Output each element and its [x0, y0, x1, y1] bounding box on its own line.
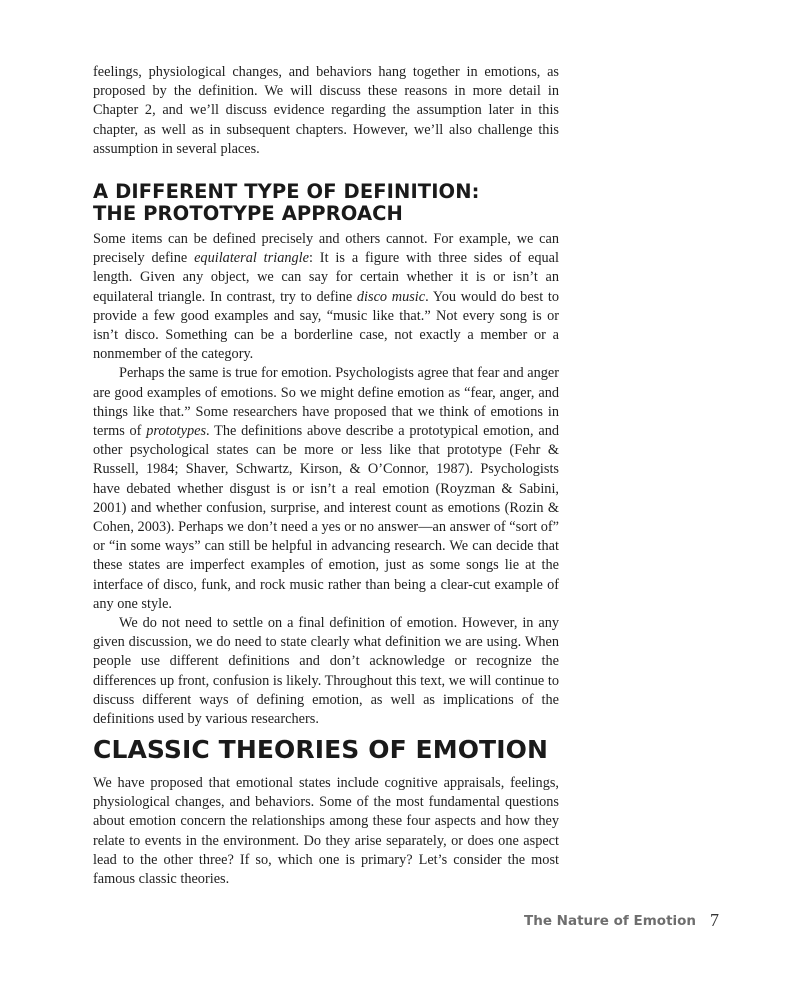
section-heading-classic: CLASSIC THEORIES OF EMOTION [93, 735, 548, 764]
section-prototype-body [93, 230, 559, 729]
italic-term: equilateral triangle [194, 250, 309, 267]
prototype-paragraph-2 [93, 364, 559, 614]
intro-paragraph-text: feelings, physiological changes, and behaviors hang together in emotions, as proposed by the definition. We will discuss these reasons in more detail in Chapter 2, and we’ll discuss evidence regarding the assumption later in this chapter, as well as in subsequent chapters. However, we’ll also challenge this assumption in several places. [93, 64, 559, 157]
running-footer-title: The Nature of Emotion [524, 913, 697, 929]
intro-paragraph [93, 63, 559, 159]
text-run: : It is a figure with three sides of equal length. Given any object, we can say for certain whether it is or isn’t an equilateral triangle. In contrast, try to define [93, 250, 559, 305]
text-run: Some items can be defined precisely and others cannot. For example, we can precisely define [93, 231, 559, 267]
section-heading-prototype-line2: THE PROTOTYPE APPROACH [93, 201, 403, 225]
section-heading-prototype [93, 181, 573, 224]
classic-paragraph-1: We have proposed that emotional states include cognitive appraisals, feelings, physiological changes, and behaviors. Some of the most fundamental questions about emotion concern the relationships among these four aspects and how they relate to events in the environment. Do they arise separately, or does one aspect lead to the other three? If so, which one is primary? Let’s consider the most famous classic theories. [93, 775, 559, 888]
text-run: . You would do best to provide a few good examples and say, “music like that.” Not every song is or isn’t disco. Something can be a borderline case, not exactly a member or a nonmember of the category. [93, 288, 560, 363]
page-number: 7 [710, 910, 719, 930]
text-run: . The definitions above describe a prototypical emotion, and other psychological states can be more or less like that prototype (Fehr & Russell, 1984; Shaver, Schwartz, Kirson, & O’Connor, 1987). Psychologists have debated whether disgust is or isn’t a real emotion (Royzman & Sabini, 2001) and whether confusion, surprise, and interest count as emotions (Rozin & Cohen, 2003). Perhaps we don’t need a yes or no answer—an answer of “sort of” or “in some ways” can still be helpful in advancing research. We can decide that these states are imperfect examples of emotion, just as some songs lie at the interface of disco, funk, and rock music rather than being a clear-cut example of any one style. [93, 423, 559, 612]
italic-term: prototypes [146, 423, 207, 440]
section-classic-body [93, 774, 559, 889]
prototype-paragraph-1 [93, 230, 559, 364]
section-heading-prototype-line1: A DIFFERENT TYPE OF DEFINITION: [93, 180, 480, 203]
italic-term: disco music [356, 288, 426, 305]
prototype-paragraph-3: We do not need to settle on a final definition of emotion. However, in any given discussion, we do need to state clearly what definition we are using. When people use different definitions and don’t acknowledge or recognize the differences up front, confusion is likely. Throughout this text, we will continue to discuss different ways of defining emotion, as well as implications of the definitions used by various researchers. [93, 615, 559, 728]
text-run: Perhaps the same is true for emotion. Psychologists agree that fear and anger are good examples of emotions. So we might define emotion as “fear, anger, and things like that.” Some researchers have proposed that we think of emotions in terms of [93, 365, 559, 440]
